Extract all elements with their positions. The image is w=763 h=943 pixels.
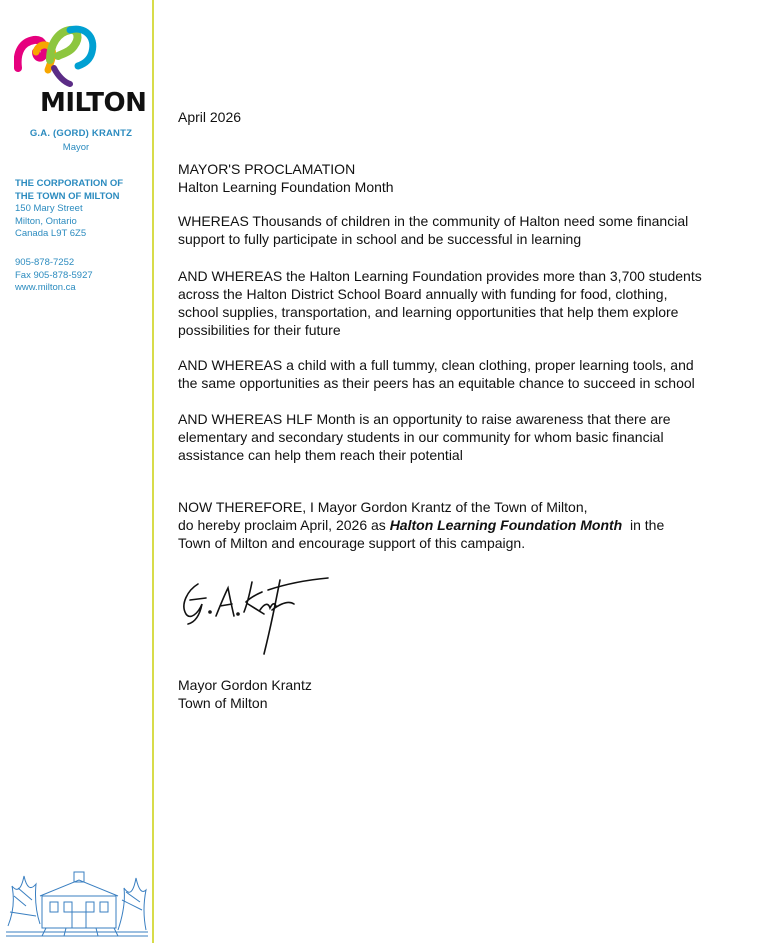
fax-number: Fax 905-878-5927 <box>15 269 93 281</box>
town-hall-illustration-icon <box>6 866 148 938</box>
letterhead-sidebar <box>0 0 152 943</box>
signer-name: Mayor Gordon Krantz <box>178 677 312 693</box>
whereas-1-line-1: WHEREAS Thousands of children in the community of Halton need some financial <box>178 213 689 229</box>
handwritten-signature-icon <box>176 570 336 658</box>
proclamation-heading: MAYOR'S PROCLAMATION <box>178 161 356 177</box>
whereas-1-line-2: support to fully participate in school and be successful in learning <box>178 231 582 247</box>
corporation-address <box>15 178 123 241</box>
address-line-3: Canada L9T 6Z5 <box>15 228 87 239</box>
address-line-2: Milton, Ontario <box>15 215 77 227</box>
whereas-2-line-2: across the Halton District School Board annually with funding for food, clothing, <box>178 286 668 302</box>
signer-organization: Town of Milton <box>178 695 268 711</box>
letter-date: April 2026 <box>178 109 242 125</box>
corp-line-1: THE CORPORATION OF <box>15 178 124 189</box>
milton-logo-icon <box>14 24 98 90</box>
contact-info <box>15 257 93 295</box>
corp-line-2: THE TOWN OF MILTON <box>15 190 120 202</box>
therefore-line-1: NOW THEREFORE, I Mayor Gordon Krantz of the Town of Milton, <box>178 499 588 515</box>
address-line-1: 150 Mary Street <box>15 203 83 214</box>
whereas-2-line-1: AND WHEREAS the Halton Learning Foundation provides more than 3,700 students <box>178 268 702 284</box>
sidebar-divider <box>152 0 154 943</box>
whereas-3-line-2: the same opportunities as their peers has an equitable chance to succeed in school <box>178 375 695 391</box>
campaign-name: Halton Learning Foundation Month <box>389 517 623 533</box>
proclamation-subheading: Halton Learning Foundation Month <box>178 179 394 195</box>
phone-number: 905-878-7252 <box>15 257 75 268</box>
whereas-4-line-3: assistance can help them reach their potential <box>178 447 463 463</box>
therefore-line-2-start: do hereby proclaim April, 2026 as <box>178 517 390 533</box>
therefore-line-2 <box>178 516 664 534</box>
whereas-3-line-1: AND WHEREAS a child with a full tummy, clean clothing, proper learning tools, and <box>178 357 694 373</box>
mayor-title: Mayor <box>62 142 90 153</box>
whereas-2-line-3: school supplies, transportation, and learning opportunities that help them explore <box>178 304 679 320</box>
whereas-2-line-4: possibilities for their future <box>178 322 341 338</box>
therefore-line-2-end: in the <box>622 517 665 533</box>
milton-wordmark: MILTON <box>40 88 147 118</box>
website-link[interactable]: www.milton.ca <box>15 282 76 293</box>
whereas-4-line-1: AND WHEREAS HLF Month is an opportunity to raise awareness that there are <box>178 411 671 427</box>
whereas-4-line-2: elementary and secondary students in our community for whom basic financial <box>178 429 664 445</box>
mayor-name: G.A. (GORD) KRANTZ <box>29 128 133 139</box>
therefore-line-3: Town of Milton and encourage support of this campaign. <box>178 535 526 551</box>
